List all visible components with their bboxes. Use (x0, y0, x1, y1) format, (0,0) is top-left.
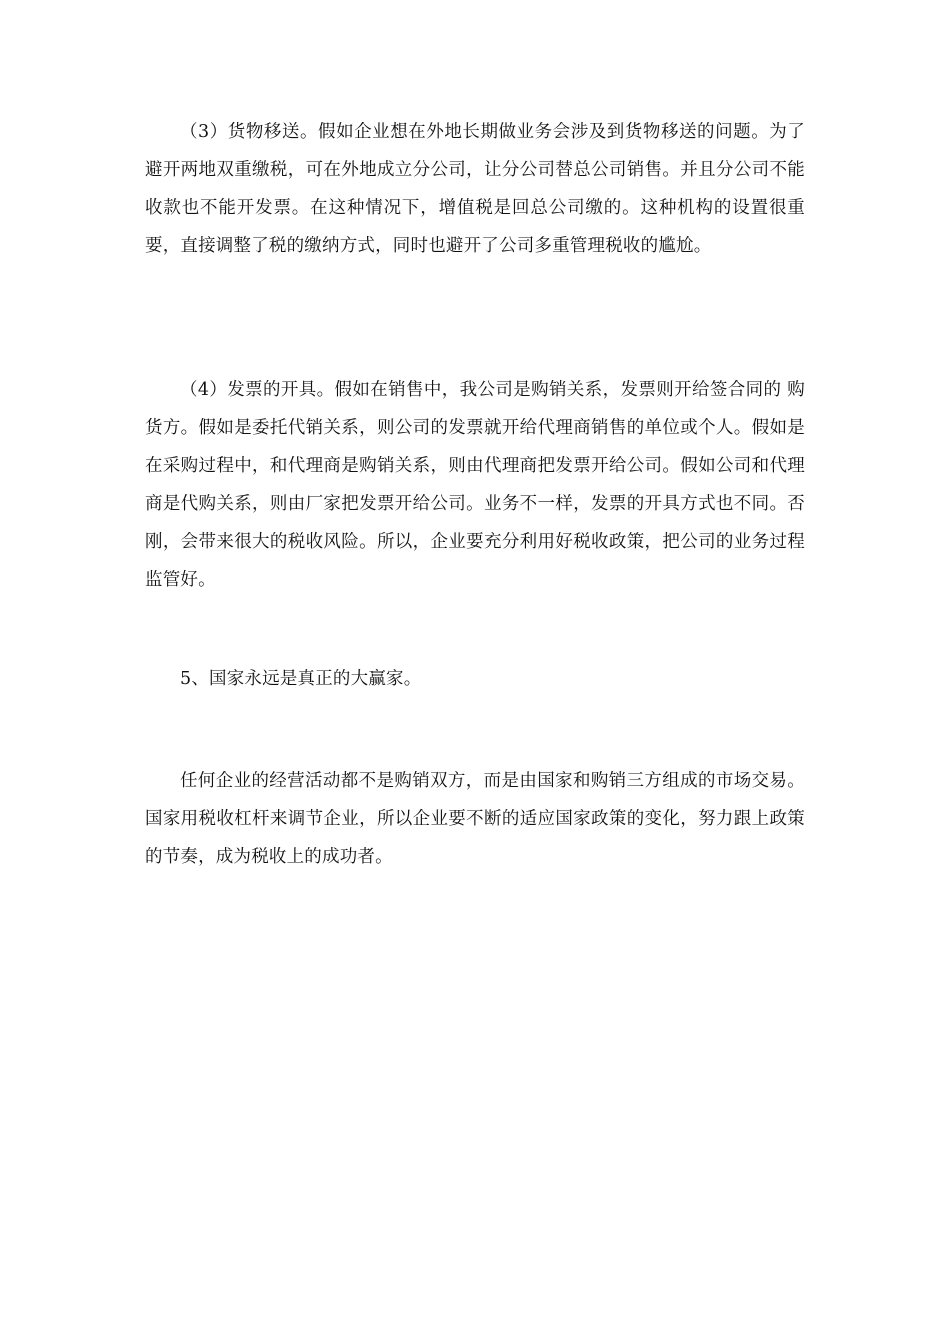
paragraph-goods-transfer: （3）货物移送。假如企业想在外地长期做业务会涉及到货物移送的问题。为了避开两地双重缴税，可在外地成立分公司，让分公司替总公司销售。并且分公司不能收款也不能开发票。在这种情况下，增值税是回总公司缴的。这种机构的设置很重要，直接调整了税的缴纳方式，同时也避开了公司多重管理税收的尴尬。 (145, 122, 805, 256)
paragraph-invoice-issuance: （4）发票的开具。假如在销售中，我公司是购销关系，发票则开给签合同的 购货方。假如是委托代销关系，则公司的发票就开给代理商销售的单位或个人。假如是在采购过程中，和代理商是购销关系，则由代理商把发票开给公司。假如公司和代理商是代购关系，则由厂家把发票开给公司。业务不一样，发票的开具方式也不同。否刚，会带来很大的税收风险。所以，企业要充分利用好税收政策，把公司的业务过程监管好。 (145, 380, 805, 590)
section-heading-state-winner: 5、国家永远是真正的大赢家。 (180, 669, 422, 689)
paragraph-market-transaction: 任何企业的经营活动都不是购销双方，而是由国家和购销三方组成的市场交易。国家用税收杠杆来调节企业，所以企业要不断的适应国家政策的变化，努力跟上政策的节奏，成为税收上的成功者。 (145, 771, 805, 867)
